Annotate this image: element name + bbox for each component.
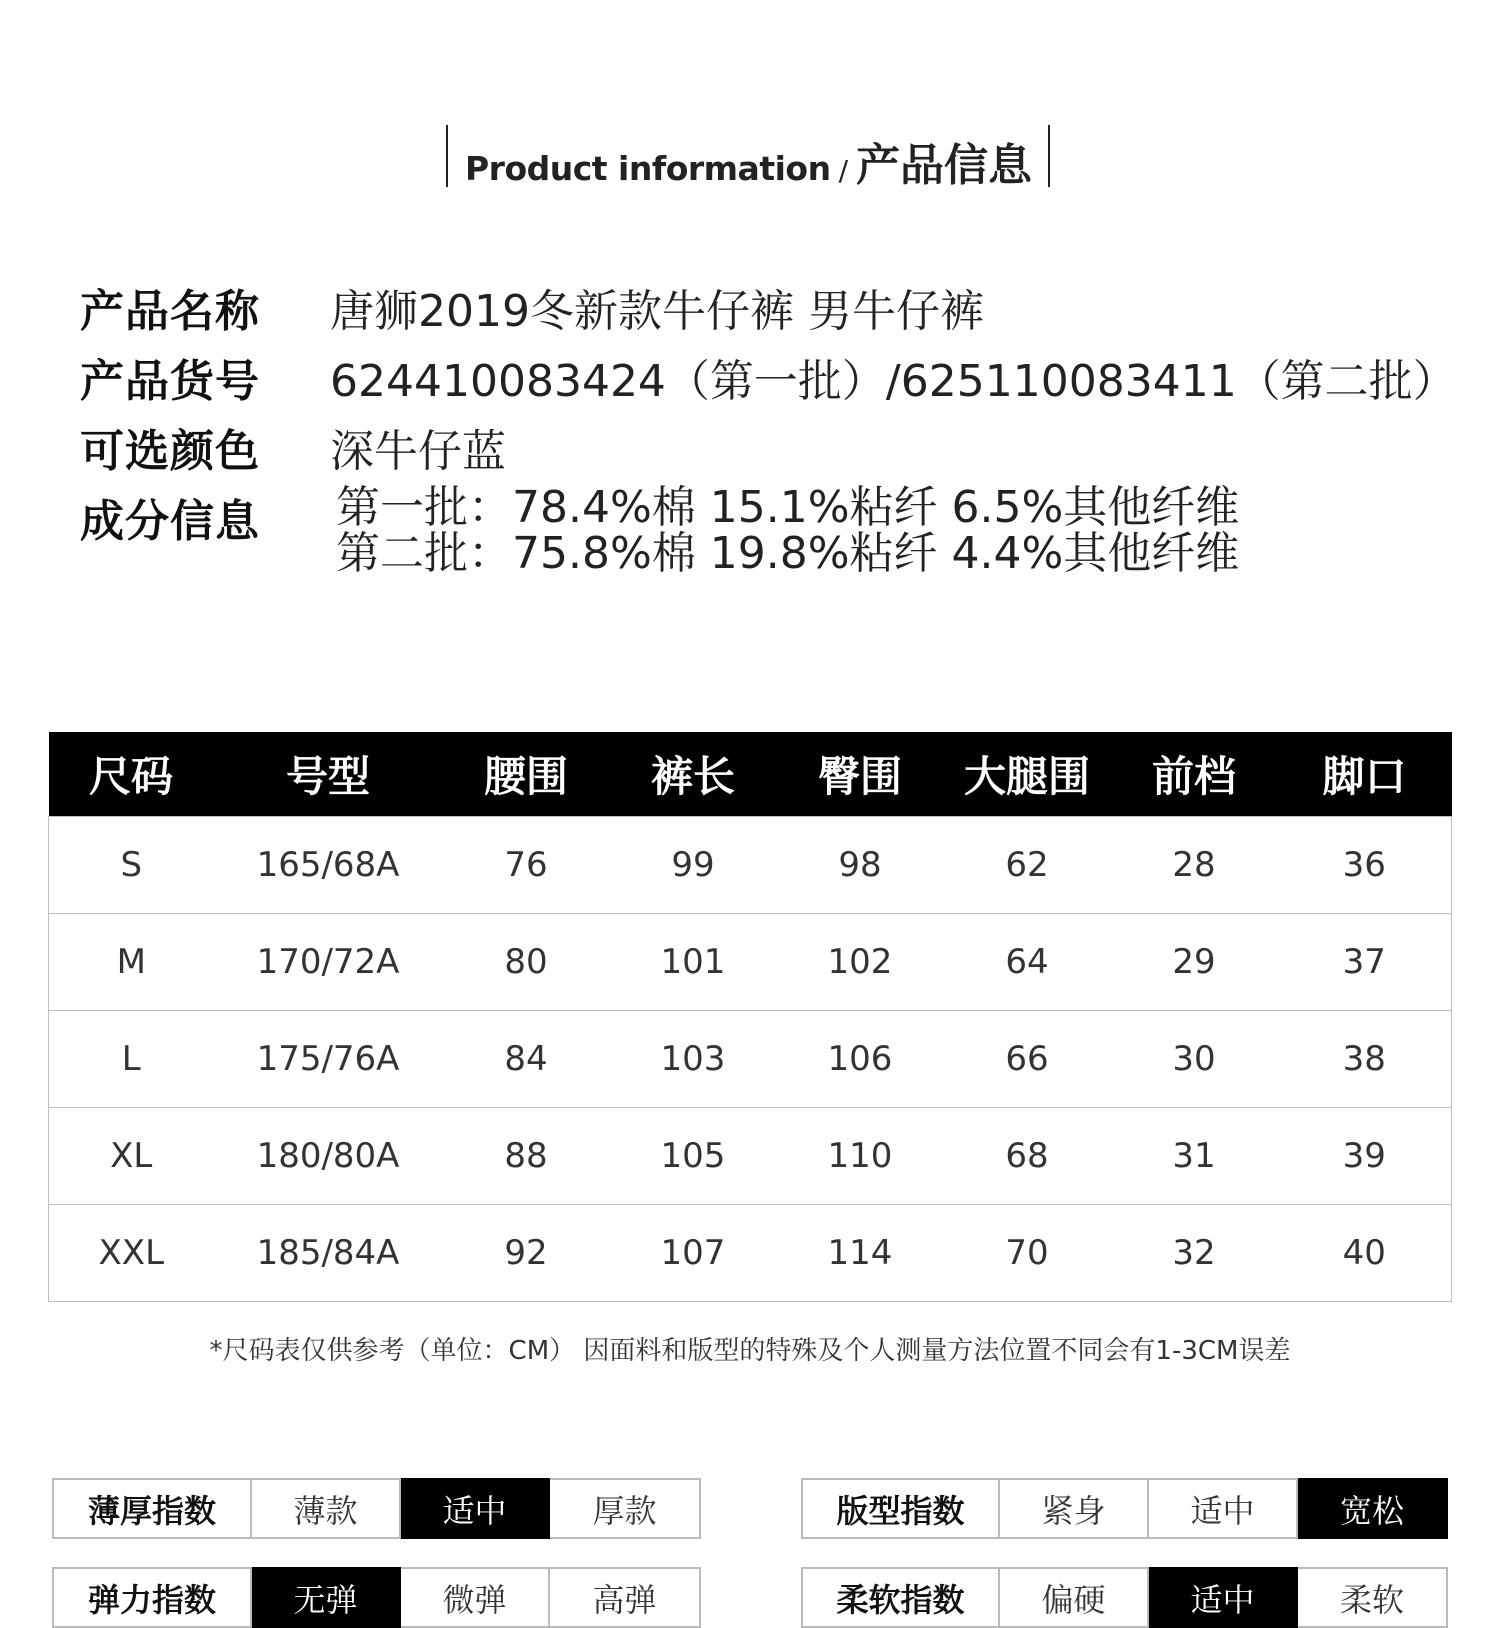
size-table bbox=[48, 732, 1452, 1302]
size-note: *尺码表仅供参考（单位：CM） 因面料和版型的特殊及个人测量方法位置不同会有1-3CM误差 bbox=[209, 1336, 1291, 1366]
table-cell: 185/84A bbox=[214, 1205, 443, 1302]
index-option: 高弹 bbox=[549, 1568, 700, 1627]
table-cell: 110 bbox=[777, 1108, 944, 1205]
index-fit bbox=[801, 1478, 1448, 1539]
index-option: 紧身 bbox=[999, 1479, 1148, 1538]
table-cell: 175/76A bbox=[214, 1011, 443, 1108]
table-cell: 76 bbox=[443, 817, 610, 914]
table-cell: S bbox=[49, 817, 214, 914]
header-right-bar bbox=[1048, 125, 1050, 187]
index-label: 柔软指数 bbox=[802, 1568, 999, 1627]
index-option: 适中 bbox=[400, 1479, 549, 1538]
index-option: 适中 bbox=[1148, 1568, 1297, 1627]
table-cell: 64 bbox=[944, 914, 1111, 1011]
index-option: 宽松 bbox=[1297, 1479, 1447, 1538]
index-option: 厚款 bbox=[549, 1479, 700, 1538]
table-cell: 32 bbox=[1111, 1205, 1278, 1302]
section-header bbox=[0, 125, 1500, 189]
index-label: 弹力指数 bbox=[53, 1568, 251, 1627]
index-option: 适中 bbox=[1148, 1479, 1297, 1538]
table-cell: 36 bbox=[1278, 817, 1452, 914]
index-softness bbox=[801, 1567, 1448, 1628]
column-header: 尺码 bbox=[49, 732, 214, 817]
header-left-bar bbox=[446, 125, 448, 187]
size-table-header bbox=[49, 732, 1452, 817]
column-header: 腰围 bbox=[443, 732, 610, 817]
table-cell: 103 bbox=[610, 1011, 777, 1108]
column-header: 前档 bbox=[1111, 732, 1278, 817]
section-title bbox=[449, 129, 1048, 193]
info-value: 唐狮2019冬新款牛仔裤 男牛仔裤 bbox=[330, 286, 984, 337]
info-value: 624410083424（第一批）/625110083411（第二批） bbox=[330, 356, 1457, 407]
table-cell: 106 bbox=[777, 1011, 944, 1108]
info-value: 深牛仔蓝 bbox=[330, 426, 506, 477]
column-header: 号型 bbox=[214, 732, 443, 817]
table-row bbox=[49, 1011, 1452, 1108]
table-row bbox=[49, 1108, 1452, 1205]
index-label: 版型指数 bbox=[802, 1479, 999, 1538]
table-cell: L bbox=[49, 1011, 214, 1108]
info-label: 产品货号 bbox=[80, 356, 260, 407]
table-cell: 66 bbox=[944, 1011, 1111, 1108]
title-separator: / bbox=[838, 154, 849, 187]
table-cell: 37 bbox=[1278, 914, 1452, 1011]
table-cell: 29 bbox=[1111, 914, 1278, 1011]
table-cell: 170/72A bbox=[214, 914, 443, 1011]
index-option: 微弹 bbox=[400, 1568, 549, 1627]
table-cell: 88 bbox=[443, 1108, 610, 1205]
table-cell: M bbox=[49, 914, 214, 1011]
index-option: 偏硬 bbox=[999, 1568, 1148, 1627]
table-cell: 107 bbox=[610, 1205, 777, 1302]
table-cell: 165/68A bbox=[214, 817, 443, 914]
table-cell: 101 bbox=[610, 914, 777, 1011]
column-header: 大腿围 bbox=[944, 732, 1111, 817]
info-row-color bbox=[80, 415, 1480, 485]
table-cell: 40 bbox=[1278, 1205, 1452, 1302]
table-cell: 114 bbox=[777, 1205, 944, 1302]
composition-line: 第二批：75.8%棉 19.8%粘纤 4.4%其他纤维 bbox=[336, 528, 1240, 579]
table-cell: 105 bbox=[610, 1108, 777, 1205]
info-row-composition bbox=[80, 482, 1480, 595]
composition-line: 第一批：78.4%棉 15.1%粘纤 6.5%其他纤维 bbox=[336, 482, 1240, 533]
info-label: 成分信息 bbox=[80, 496, 260, 547]
table-cell: 39 bbox=[1278, 1108, 1452, 1205]
index-label: 薄厚指数 bbox=[53, 1479, 251, 1538]
table-cell: 38 bbox=[1278, 1011, 1452, 1108]
product-info bbox=[80, 275, 1480, 595]
table-cell: XXL bbox=[49, 1205, 214, 1302]
title-cn: 产品信息 bbox=[856, 140, 1033, 191]
column-header: 裤长 bbox=[610, 732, 777, 817]
table-row bbox=[49, 914, 1452, 1011]
column-header: 臀围 bbox=[777, 732, 944, 817]
index-option: 无弹 bbox=[251, 1568, 400, 1627]
table-row bbox=[49, 1205, 1452, 1302]
table-cell: 80 bbox=[443, 914, 610, 1011]
info-row-sku bbox=[80, 345, 1480, 415]
table-cell: 70 bbox=[944, 1205, 1111, 1302]
table-cell: 92 bbox=[443, 1205, 610, 1302]
info-label: 产品名称 bbox=[80, 286, 260, 337]
info-row-name bbox=[80, 275, 1480, 345]
table-cell: 98 bbox=[777, 817, 944, 914]
table-cell: 28 bbox=[1111, 817, 1278, 914]
table-cell: 180/80A bbox=[214, 1108, 443, 1205]
index-elasticity bbox=[52, 1567, 701, 1628]
table-cell: XL bbox=[49, 1108, 214, 1205]
table-cell: 62 bbox=[944, 817, 1111, 914]
table-cell: 99 bbox=[610, 817, 777, 914]
info-label: 可选颜色 bbox=[80, 426, 260, 477]
table-row bbox=[49, 817, 1452, 914]
index-thickness bbox=[52, 1478, 701, 1539]
table-cell: 30 bbox=[1111, 1011, 1278, 1108]
table-cell: 31 bbox=[1111, 1108, 1278, 1205]
table-cell: 68 bbox=[944, 1108, 1111, 1205]
table-cell: 102 bbox=[777, 914, 944, 1011]
table-cell: 84 bbox=[443, 1011, 610, 1108]
column-header: 脚口 bbox=[1278, 732, 1452, 817]
composition-lines bbox=[336, 482, 1240, 579]
index-option: 薄款 bbox=[251, 1479, 400, 1538]
title-en: Product information bbox=[464, 149, 831, 188]
index-option: 柔软 bbox=[1297, 1568, 1447, 1627]
